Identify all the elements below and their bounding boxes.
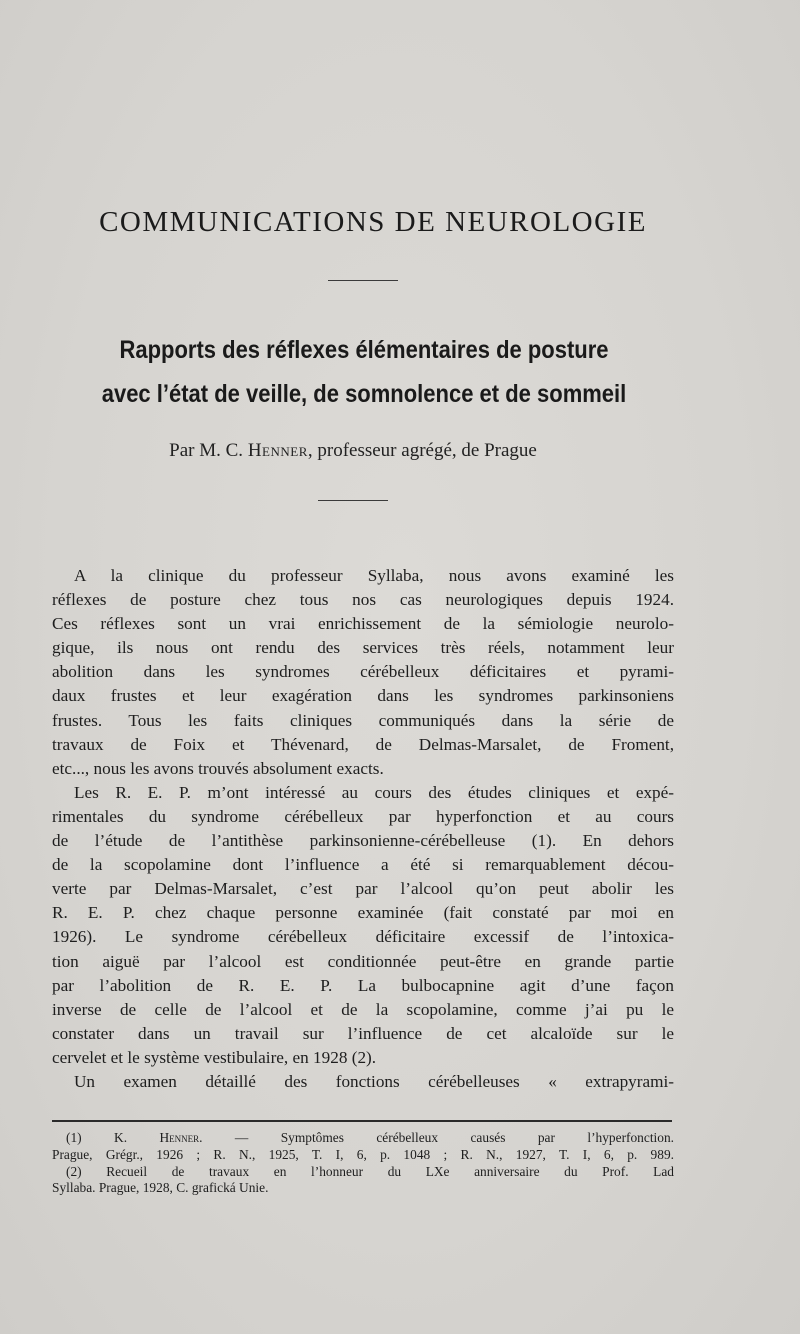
body-line: daux frustes et leur exagération dans les syndromes parkinsoniens [52, 686, 674, 706]
body-line: 1926). Le syndrome cérébelleux déficitaire excessif de l’intoxica- [52, 927, 674, 947]
body-line: gique, ils nous ont rendu des services très réels, notamment leur [52, 638, 674, 658]
body-line: inverse de celle de l’alcool et de la scopolamine, comme j’ai pu le [52, 999, 674, 1019]
body-line: Les R. E. P. m’ont intéressé au cours des études cliniques et expé- [74, 782, 674, 802]
footnote-1-line-1 [52, 1130, 674, 1147]
body-line: constater dans un travail sur l’influence de cet alcaloïde sur le [52, 1023, 674, 1043]
byline-divider [318, 500, 388, 501]
body-line: Ces réflexes sont un vrai enrichissement de la sémiologie neurolo- [52, 614, 674, 634]
footnote-2-line-1: (2) Recueil de travaux en l’honneur du LXe anniversaire du Prof. Lad [66, 1163, 674, 1179]
body-line: rimentales du syndrome cérébelleux par hyperfonction et au cours [52, 806, 674, 826]
body-line: réflexes de posture chez tous nos cas neurologiques depuis 1924. [52, 590, 674, 610]
body-line: R. E. P. chez chaque personne examinée (fait constaté par moi en [52, 903, 674, 923]
article-title-line-2: avec l’état de veille, de somnolence et de sommeil [101, 380, 627, 408]
body-line: par l’abolition de R. E. P. La bulbocapnine agit d’une façon [52, 975, 674, 995]
article-title-line-1: Rapports des réflexes élémentaires de posture [119, 336, 609, 364]
body-line: de l’étude de l’antithèse parkinsonienne-cérébelleuse (1). En dehors [52, 831, 674, 851]
footnote-1-number: (1) K. [66, 1130, 160, 1145]
body-line: cervelet et le système vestibulaire, en 1928 (2). [52, 1047, 377, 1067]
body-line: A la clinique du professeur Syllaba, nous avons examiné les [74, 566, 674, 585]
footnote-2-line-2: Syllaba. Prague, 1928, C. grafická Unie. [52, 1180, 269, 1196]
footnote-rule [52, 1120, 672, 1122]
section-title: COMMUNICATIONS DE NEUROLOGIE [99, 206, 647, 238]
byline-suffix: , professeur agrégé, de Prague [307, 440, 537, 461]
footnotes [52, 1130, 674, 1197]
body-line: abolition dans les syndromes cérébelleux déficitaires et pyrami- [52, 662, 674, 682]
footnote-1-author: Henner [159, 1130, 200, 1145]
title-divider [328, 280, 398, 281]
body-line: tion aiguë par l’alcool est conditionnée peut-être en grande partie [52, 951, 674, 971]
footnote-1-text: . — Symptômes cérébelleux causés par l’hyperfonction. [199, 1130, 675, 1145]
byline-prefix: Par M. C. [169, 440, 248, 461]
byline-author: Henner [247, 440, 308, 461]
body-line: Un examen détaillé des fonctions cérébelleuses « extrapyrami- [74, 1071, 674, 1091]
body-line: frustes. Tous les faits cliniques communiqués dans la série de [52, 710, 674, 730]
footnote-1-line-2: Prague, Grégr., 1926 ; R. N., 1925, T. I, 6, p. 1048 ; R. N., 1927, T. I, 6, p. 989. [52, 1146, 674, 1162]
body-line: etc..., nous les avons trouvés absolument exacts. [52, 758, 384, 778]
body-text [52, 564, 674, 1094]
byline [0, 440, 706, 462]
body-line: verte par Delmas-Marsalet, c’est par l’alcool qu’on peut abolir les [52, 879, 674, 899]
body-line: travaux de Foix et Thévenard, de Delmas-Marsalet, de Froment, [52, 734, 674, 754]
body-line: de la scopolamine dont l’influence a été si remarquablement décou- [52, 855, 674, 875]
